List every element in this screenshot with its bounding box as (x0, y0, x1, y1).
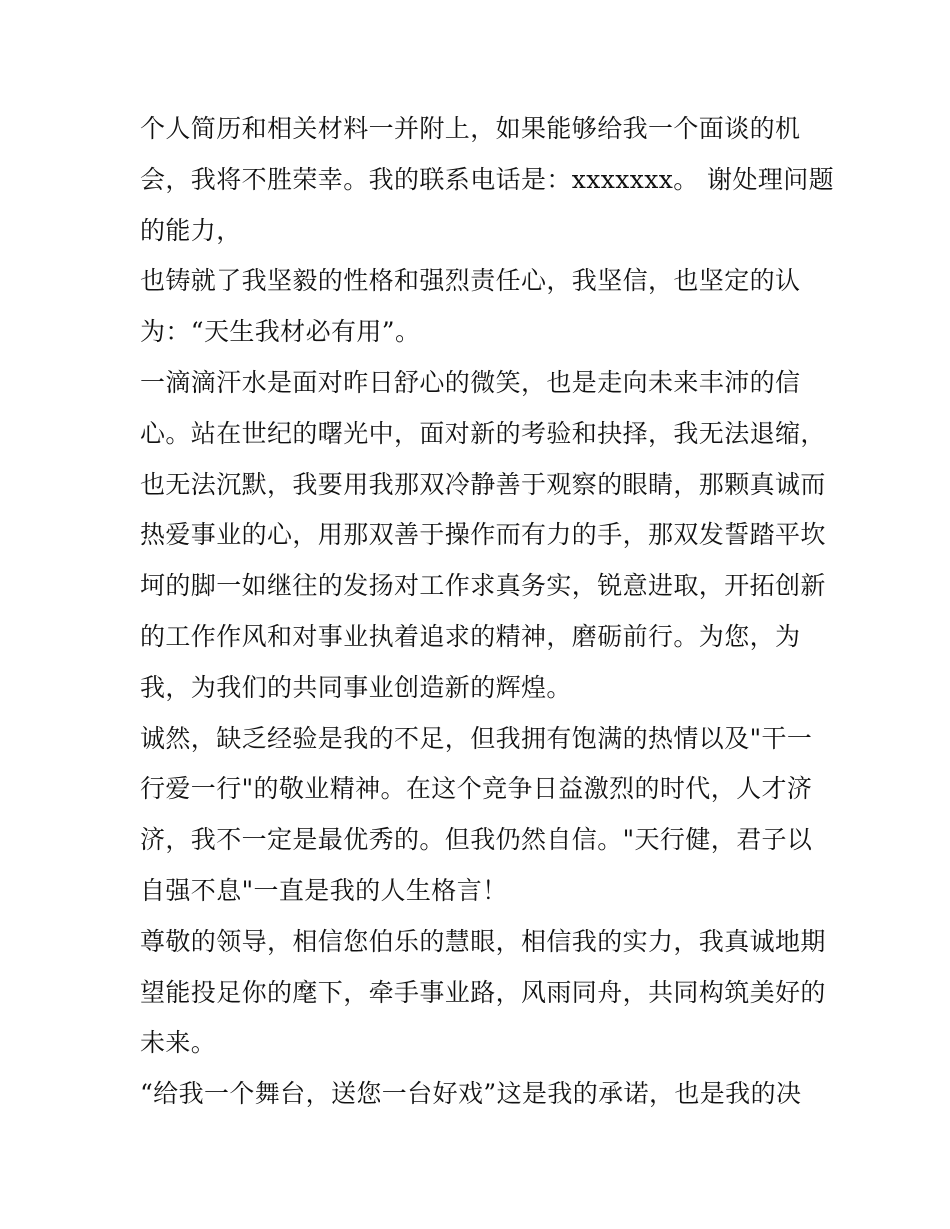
text-line: 我，为我们的共同事业创造新的辉煌。 (140, 672, 572, 702)
text-line: 会，我将不胜荣幸。我的联系电话是：xxxxxxx。 谢处理问题 (140, 164, 835, 194)
text-line: 未来。 (140, 1028, 217, 1058)
text-line: 个人简历和相关材料一并附上，如果能够给我一个面谈的机 (140, 114, 801, 143)
text-line: 坷的脚一如继往的发扬对工作求真务实，锐意进取，开拓创新 (140, 571, 826, 601)
text-line: 的能力， (140, 215, 242, 245)
text-line: 一滴滴汗水是面对昨日舒心的微笑，也是走向未来丰沛的信 (140, 367, 801, 397)
text-line: 望能投足你的麾下，牵手事业路，风雨同舟，共同构筑美好的 (140, 977, 826, 1007)
text-line: 也无法沉默，我要用我那双冷静善于观察的眼睛，那颗真诚而 (140, 469, 826, 499)
text-line: 热爱事业的心，用那双善于操作而有力的手，那双发誓踏平坎 (140, 520, 826, 550)
text-line: 为：“天生我材必有用”。 (140, 317, 421, 347)
text-line: 心。站在世纪的曙光中，面对新的考验和抉择，我无法退缩， (140, 418, 826, 448)
text-line: 自强不息"一直是我的人生格言！ (140, 875, 508, 905)
text-line: 行爱一行"的敬业精神。在这个竞争日益激烈的时代，人才济 (140, 774, 813, 804)
document-body (140, 104, 835, 1120)
text-line: 也铸就了我坚毅的性格和强烈责任心，我坚信，也坚定的认 (140, 266, 801, 296)
text-line: “给我一个舞台，送您一台好戏”这是我的承诺，也是我的决 (140, 1079, 802, 1109)
text-line: 济，我不一定是最优秀的。但我仍然自信。"天行健，君子以 (140, 825, 813, 855)
text-line: 的工作作风和对事业执着追求的精神，磨砺前行。为您，为 (140, 621, 801, 651)
text-line: 尊敬的领导，相信您伯乐的慧眼，相信我的实力，我真诚地期 (140, 926, 826, 956)
text-line: 诚然，缺乏经验是我的不足，但我拥有饱满的热情以及"干一 (140, 723, 813, 753)
